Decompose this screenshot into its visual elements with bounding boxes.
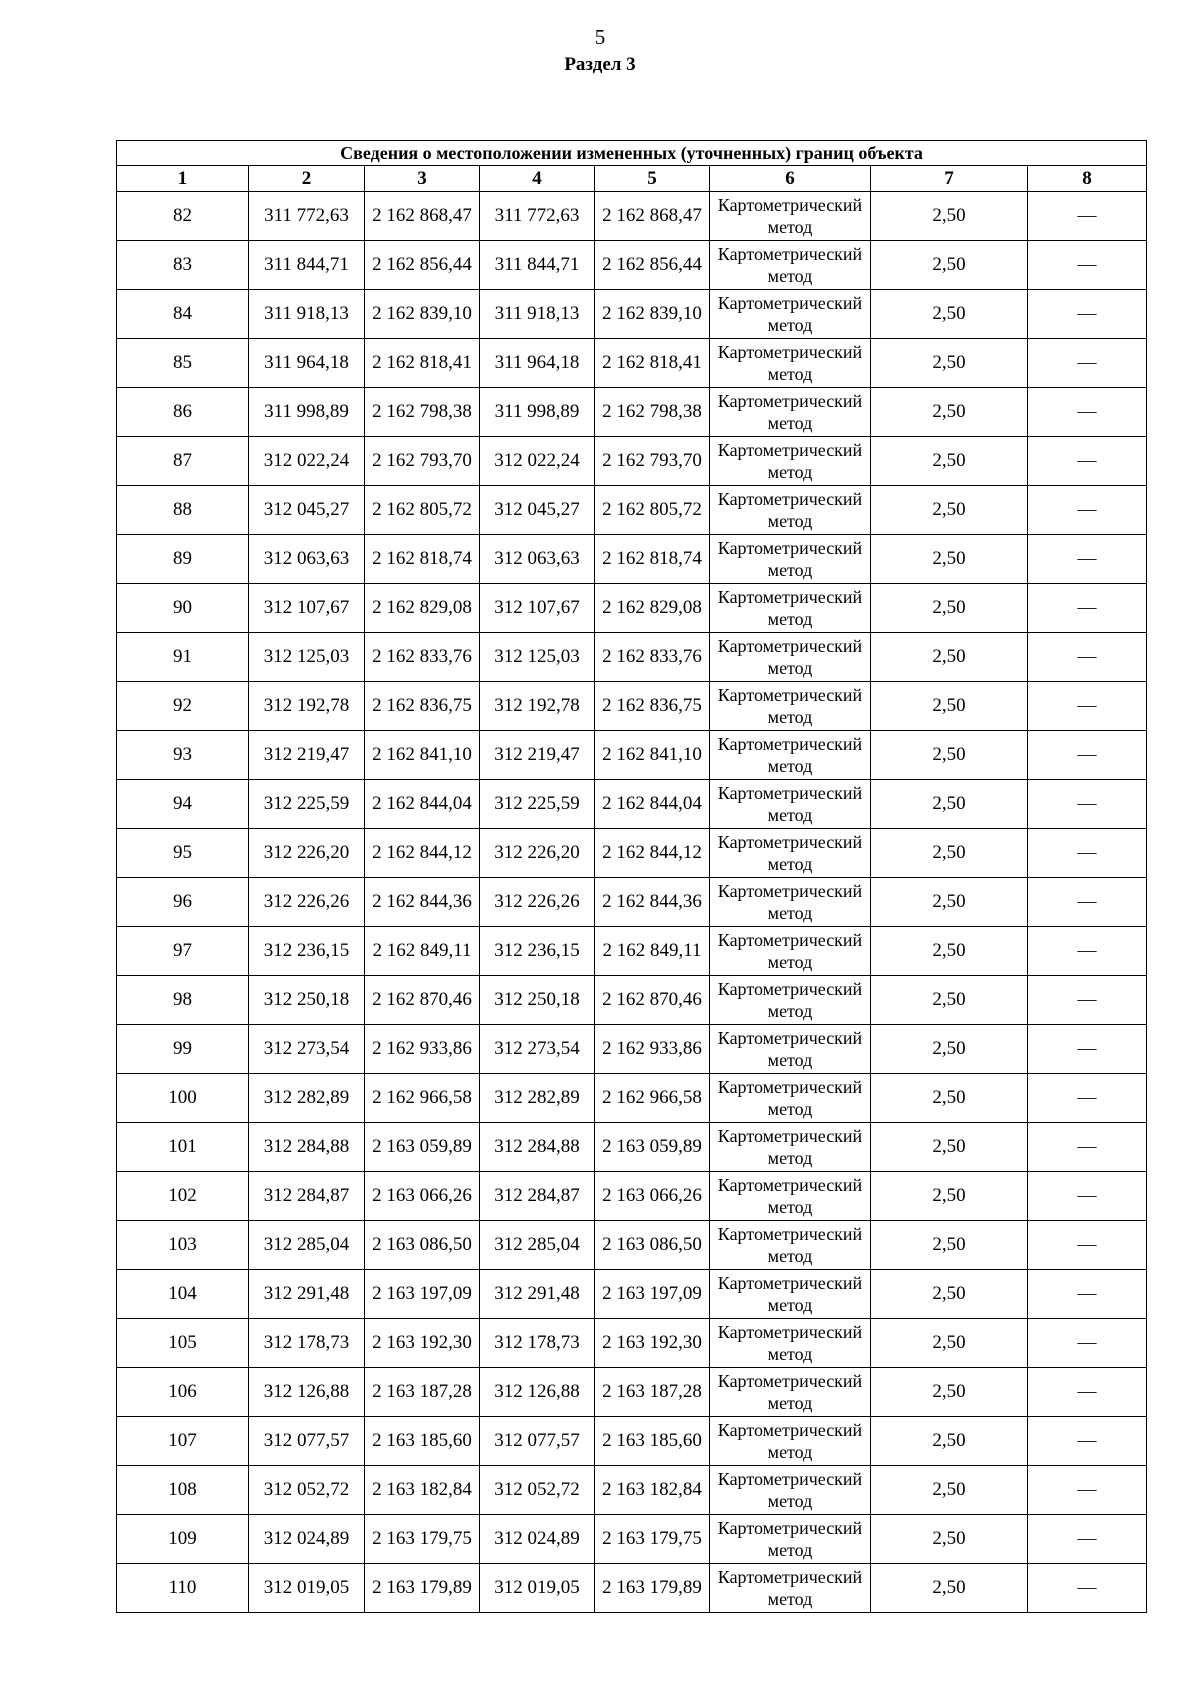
existing-x-cell: 312 192,78 — [249, 682, 365, 731]
note-cell: — — [1028, 486, 1147, 535]
accuracy-cell: 2,50 — [871, 486, 1028, 535]
new-x-cell: 312 284,88 — [480, 1123, 595, 1172]
table-row — [117, 1025, 1147, 1074]
method-cell: Картометрический метод — [710, 1466, 871, 1515]
accuracy-cell: 2,50 — [871, 927, 1028, 976]
new-x-cell: 312 219,47 — [480, 731, 595, 780]
accuracy-cell: 2,50 — [871, 437, 1028, 486]
method-cell: Картометрический метод — [710, 1515, 871, 1564]
accuracy-cell: 2,50 — [871, 1172, 1028, 1221]
accuracy-cell: 2,50 — [871, 829, 1028, 878]
table-row — [117, 290, 1147, 339]
method-cell: Картометрический метод — [710, 535, 871, 584]
existing-x-cell: 312 291,48 — [249, 1270, 365, 1319]
note-cell: — — [1028, 731, 1147, 780]
method-cell: Картометрический метод — [710, 290, 871, 339]
column-number-row — [117, 166, 1147, 192]
accuracy-cell: 2,50 — [871, 1515, 1028, 1564]
new-x-cell: 312 125,03 — [480, 633, 595, 682]
new-y-cell: 2 163 086,50 — [595, 1221, 710, 1270]
note-cell: — — [1028, 290, 1147, 339]
note-cell: — — [1028, 1417, 1147, 1466]
point-number-cell: 93 — [117, 731, 249, 780]
existing-x-cell: 311 772,63 — [249, 192, 365, 241]
existing-x-cell: 312 178,73 — [249, 1319, 365, 1368]
new-x-cell: 312 226,26 — [480, 878, 595, 927]
note-cell: — — [1028, 1221, 1147, 1270]
existing-x-cell: 312 107,67 — [249, 584, 365, 633]
accuracy-cell: 2,50 — [871, 584, 1028, 633]
point-number-cell: 104 — [117, 1270, 249, 1319]
new-y-cell: 2 163 187,28 — [595, 1368, 710, 1417]
new-y-cell: 2 163 066,26 — [595, 1172, 710, 1221]
point-number-cell: 90 — [117, 584, 249, 633]
new-y-cell: 2 162 933,86 — [595, 1025, 710, 1074]
accuracy-cell: 2,50 — [871, 290, 1028, 339]
new-x-cell: 312 291,48 — [480, 1270, 595, 1319]
existing-y-cell: 2 162 833,76 — [365, 633, 480, 682]
new-x-cell: 311 844,71 — [480, 241, 595, 290]
accuracy-cell: 2,50 — [871, 976, 1028, 1025]
method-cell: Картометрический метод — [710, 388, 871, 437]
existing-y-cell: 2 162 818,74 — [365, 535, 480, 584]
accuracy-cell: 2,50 — [871, 1221, 1028, 1270]
existing-x-cell: 312 285,04 — [249, 1221, 365, 1270]
existing-x-cell: 312 284,88 — [249, 1123, 365, 1172]
new-x-cell: 311 918,13 — [480, 290, 595, 339]
new-y-cell: 2 162 868,47 — [595, 192, 710, 241]
point-number-cell: 107 — [117, 1417, 249, 1466]
existing-x-cell: 312 225,59 — [249, 780, 365, 829]
table-row — [117, 1123, 1147, 1172]
method-cell: Картометрический метод — [710, 339, 871, 388]
table-row — [117, 878, 1147, 927]
existing-y-cell: 2 162 844,36 — [365, 878, 480, 927]
note-cell: — — [1028, 976, 1147, 1025]
new-x-cell: 312 019,05 — [480, 1564, 595, 1613]
note-cell: — — [1028, 927, 1147, 976]
note-cell: — — [1028, 535, 1147, 584]
method-cell: Картометрический метод — [710, 1172, 871, 1221]
new-y-cell: 2 162 798,38 — [595, 388, 710, 437]
note-cell: — — [1028, 1564, 1147, 1613]
method-cell: Картометрический метод — [710, 192, 871, 241]
table-row — [117, 388, 1147, 437]
new-x-cell: 312 024,89 — [480, 1515, 595, 1564]
new-y-cell: 2 162 841,10 — [595, 731, 710, 780]
column-number: 6 — [710, 166, 871, 192]
new-y-cell: 2 162 966,58 — [595, 1074, 710, 1123]
new-x-cell: 312 052,72 — [480, 1466, 595, 1515]
point-number-cell: 110 — [117, 1564, 249, 1613]
note-cell: — — [1028, 682, 1147, 731]
column-number: 2 — [249, 166, 365, 192]
table-row — [117, 241, 1147, 290]
note-cell: — — [1028, 192, 1147, 241]
existing-y-cell: 2 162 844,04 — [365, 780, 480, 829]
column-number: 4 — [480, 166, 595, 192]
note-cell: — — [1028, 339, 1147, 388]
note-cell: — — [1028, 1074, 1147, 1123]
new-x-cell: 312 077,57 — [480, 1417, 595, 1466]
table-body — [117, 192, 1147, 1613]
new-x-cell: 312 045,27 — [480, 486, 595, 535]
new-x-cell: 312 126,88 — [480, 1368, 595, 1417]
new-y-cell: 2 162 839,10 — [595, 290, 710, 339]
table-caption: Сведения о местоположении измененных (уточненных) границ объекта — [117, 141, 1147, 166]
new-y-cell: 2 163 182,84 — [595, 1466, 710, 1515]
table-caption-row — [117, 141, 1147, 166]
column-number: 7 — [871, 166, 1028, 192]
new-x-cell: 311 772,63 — [480, 192, 595, 241]
point-number-cell: 108 — [117, 1466, 249, 1515]
existing-y-cell: 2 163 187,28 — [365, 1368, 480, 1417]
new-x-cell: 312 284,87 — [480, 1172, 595, 1221]
existing-y-cell: 2 163 192,30 — [365, 1319, 480, 1368]
point-number-cell: 84 — [117, 290, 249, 339]
accuracy-cell: 2,50 — [871, 1123, 1028, 1172]
new-x-cell: 312 178,73 — [480, 1319, 595, 1368]
new-y-cell: 2 162 870,46 — [595, 976, 710, 1025]
existing-x-cell: 312 226,26 — [249, 878, 365, 927]
new-x-cell: 312 236,15 — [480, 927, 595, 976]
table-row — [117, 1515, 1147, 1564]
existing-y-cell: 2 163 086,50 — [365, 1221, 480, 1270]
new-x-cell: 312 063,63 — [480, 535, 595, 584]
point-number-cell: 97 — [117, 927, 249, 976]
existing-y-cell: 2 162 805,72 — [365, 486, 480, 535]
method-cell: Картометрический метод — [710, 731, 871, 780]
accuracy-cell: 2,50 — [871, 682, 1028, 731]
note-cell: — — [1028, 1172, 1147, 1221]
existing-y-cell: 2 162 933,86 — [365, 1025, 480, 1074]
note-cell: — — [1028, 388, 1147, 437]
new-y-cell: 2 162 833,76 — [595, 633, 710, 682]
column-number: 1 — [117, 166, 249, 192]
table-row — [117, 1270, 1147, 1319]
existing-x-cell: 312 126,88 — [249, 1368, 365, 1417]
accuracy-cell: 2,50 — [871, 1025, 1028, 1074]
new-y-cell: 2 162 793,70 — [595, 437, 710, 486]
new-x-cell: 312 022,24 — [480, 437, 595, 486]
table-row — [117, 780, 1147, 829]
existing-y-cell: 2 162 829,08 — [365, 584, 480, 633]
new-x-cell: 311 998,89 — [480, 388, 595, 437]
point-number-cell: 105 — [117, 1319, 249, 1368]
method-cell: Картометрический метод — [710, 1417, 871, 1466]
point-number-cell: 101 — [117, 1123, 249, 1172]
method-cell: Картометрический метод — [710, 486, 871, 535]
new-y-cell: 2 163 197,09 — [595, 1270, 710, 1319]
new-y-cell: 2 162 849,11 — [595, 927, 710, 976]
table-row — [117, 339, 1147, 388]
table-row — [117, 1417, 1147, 1466]
method-cell: Картометрический метод — [710, 1564, 871, 1613]
point-number-cell: 102 — [117, 1172, 249, 1221]
note-cell: — — [1028, 1319, 1147, 1368]
existing-x-cell: 312 284,87 — [249, 1172, 365, 1221]
table-row — [117, 1319, 1147, 1368]
note-cell: — — [1028, 633, 1147, 682]
point-number-cell: 86 — [117, 388, 249, 437]
table-row — [117, 535, 1147, 584]
existing-x-cell: 312 063,63 — [249, 535, 365, 584]
note-cell: — — [1028, 878, 1147, 927]
table-row — [117, 1466, 1147, 1515]
note-cell: — — [1028, 1466, 1147, 1515]
accuracy-cell: 2,50 — [871, 192, 1028, 241]
point-number-cell: 103 — [117, 1221, 249, 1270]
existing-y-cell: 2 163 066,26 — [365, 1172, 480, 1221]
existing-y-cell: 2 163 182,84 — [365, 1466, 480, 1515]
note-cell: — — [1028, 1270, 1147, 1319]
table-row — [117, 829, 1147, 878]
boundary-coordinates-table — [116, 140, 1147, 1613]
new-y-cell: 2 162 829,08 — [595, 584, 710, 633]
accuracy-cell: 2,50 — [871, 1564, 1028, 1613]
new-y-cell: 2 163 185,60 — [595, 1417, 710, 1466]
accuracy-cell: 2,50 — [871, 633, 1028, 682]
method-cell: Картометрический метод — [710, 1025, 871, 1074]
point-number-cell: 83 — [117, 241, 249, 290]
existing-y-cell: 2 162 844,12 — [365, 829, 480, 878]
new-y-cell: 2 163 192,30 — [595, 1319, 710, 1368]
existing-x-cell: 312 052,72 — [249, 1466, 365, 1515]
new-x-cell: 311 964,18 — [480, 339, 595, 388]
accuracy-cell: 2,50 — [871, 1270, 1028, 1319]
new-x-cell: 312 226,20 — [480, 829, 595, 878]
accuracy-cell: 2,50 — [871, 1074, 1028, 1123]
method-cell: Картометрический метод — [710, 878, 871, 927]
method-cell: Картометрический метод — [710, 584, 871, 633]
new-y-cell: 2 162 844,12 — [595, 829, 710, 878]
existing-x-cell: 312 250,18 — [249, 976, 365, 1025]
table-row — [117, 927, 1147, 976]
note-cell: — — [1028, 584, 1147, 633]
method-cell: Картометрический метод — [710, 829, 871, 878]
existing-y-cell: 2 162 966,58 — [365, 1074, 480, 1123]
new-y-cell: 2 162 818,41 — [595, 339, 710, 388]
existing-y-cell: 2 162 836,75 — [365, 682, 480, 731]
point-number-cell: 89 — [117, 535, 249, 584]
column-number: 3 — [365, 166, 480, 192]
accuracy-cell: 2,50 — [871, 388, 1028, 437]
table-row — [117, 1368, 1147, 1417]
existing-x-cell: 312 282,89 — [249, 1074, 365, 1123]
existing-y-cell: 2 162 798,38 — [365, 388, 480, 437]
point-number-cell: 94 — [117, 780, 249, 829]
accuracy-cell: 2,50 — [871, 1417, 1028, 1466]
new-y-cell: 2 163 059,89 — [595, 1123, 710, 1172]
existing-x-cell: 311 918,13 — [249, 290, 365, 339]
point-number-cell: 88 — [117, 486, 249, 535]
new-y-cell: 2 162 836,75 — [595, 682, 710, 731]
table-row — [117, 1564, 1147, 1613]
method-cell: Картометрический метод — [710, 633, 871, 682]
accuracy-cell: 2,50 — [871, 1319, 1028, 1368]
existing-x-cell: 312 077,57 — [249, 1417, 365, 1466]
accuracy-cell: 2,50 — [871, 1368, 1028, 1417]
new-y-cell: 2 162 818,74 — [595, 535, 710, 584]
method-cell: Картометрический метод — [710, 241, 871, 290]
table-row — [117, 1074, 1147, 1123]
point-number-cell: 109 — [117, 1515, 249, 1564]
table-row — [117, 1221, 1147, 1270]
note-cell: — — [1028, 1515, 1147, 1564]
point-number-cell: 95 — [117, 829, 249, 878]
new-x-cell: 312 282,89 — [480, 1074, 595, 1123]
existing-y-cell: 2 163 179,89 — [365, 1564, 480, 1613]
method-cell: Картометрический метод — [710, 682, 871, 731]
existing-x-cell: 312 024,89 — [249, 1515, 365, 1564]
existing-x-cell: 312 019,05 — [249, 1564, 365, 1613]
table-row — [117, 437, 1147, 486]
point-number-cell: 92 — [117, 682, 249, 731]
new-x-cell: 312 107,67 — [480, 584, 595, 633]
existing-x-cell: 312 236,15 — [249, 927, 365, 976]
table-row — [117, 682, 1147, 731]
accuracy-cell: 2,50 — [871, 780, 1028, 829]
page-number: 5 — [594, 25, 606, 49]
accuracy-cell: 2,50 — [871, 535, 1028, 584]
table-row — [117, 584, 1147, 633]
column-number: 8 — [1028, 166, 1147, 192]
note-cell: — — [1028, 1368, 1147, 1417]
accuracy-cell: 2,50 — [871, 1466, 1028, 1515]
method-cell: Картометрический метод — [710, 1368, 871, 1417]
existing-x-cell: 311 844,71 — [249, 241, 365, 290]
existing-y-cell: 2 163 197,09 — [365, 1270, 480, 1319]
existing-x-cell: 312 022,24 — [249, 437, 365, 486]
note-cell: — — [1028, 241, 1147, 290]
new-y-cell: 2 163 179,89 — [595, 1564, 710, 1613]
existing-x-cell: 312 045,27 — [249, 486, 365, 535]
accuracy-cell: 2,50 — [871, 241, 1028, 290]
table-row — [117, 976, 1147, 1025]
point-number-cell: 82 — [117, 192, 249, 241]
table-row — [117, 731, 1147, 780]
table-head — [117, 141, 1147, 192]
new-y-cell: 2 162 805,72 — [595, 486, 710, 535]
point-number-cell: 91 — [117, 633, 249, 682]
table-row — [117, 633, 1147, 682]
note-cell: — — [1028, 829, 1147, 878]
new-y-cell: 2 162 856,44 — [595, 241, 710, 290]
existing-y-cell: 2 162 841,10 — [365, 731, 480, 780]
section-title: Раздел 3 — [564, 54, 636, 75]
accuracy-cell: 2,50 — [871, 731, 1028, 780]
point-number-cell: 96 — [117, 878, 249, 927]
point-number-cell: 98 — [117, 976, 249, 1025]
existing-y-cell: 2 162 793,70 — [365, 437, 480, 486]
existing-y-cell: 2 163 185,60 — [365, 1417, 480, 1466]
point-number-cell: 106 — [117, 1368, 249, 1417]
method-cell: Картометрический метод — [710, 437, 871, 486]
existing-y-cell: 2 163 059,89 — [365, 1123, 480, 1172]
note-cell: — — [1028, 437, 1147, 486]
existing-x-cell: 312 219,47 — [249, 731, 365, 780]
table-row — [117, 192, 1147, 241]
table-row — [117, 1172, 1147, 1221]
method-cell: Картометрический метод — [710, 976, 871, 1025]
table-row — [117, 486, 1147, 535]
existing-y-cell: 2 163 179,75 — [365, 1515, 480, 1564]
point-number-cell: 87 — [117, 437, 249, 486]
existing-y-cell: 2 162 849,11 — [365, 927, 480, 976]
existing-x-cell: 311 998,89 — [249, 388, 365, 437]
existing-x-cell: 312 226,20 — [249, 829, 365, 878]
point-number-cell: 99 — [117, 1025, 249, 1074]
new-y-cell: 2 163 179,75 — [595, 1515, 710, 1564]
method-cell: Картометрический метод — [710, 1270, 871, 1319]
new-x-cell: 312 192,78 — [480, 682, 595, 731]
method-cell: Картометрический метод — [710, 1221, 871, 1270]
new-y-cell: 2 162 844,36 — [595, 878, 710, 927]
new-x-cell: 312 285,04 — [480, 1221, 595, 1270]
existing-y-cell: 2 162 839,10 — [365, 290, 480, 339]
method-cell: Картометрический метод — [710, 780, 871, 829]
new-x-cell: 312 273,54 — [480, 1025, 595, 1074]
column-number: 5 — [595, 166, 710, 192]
method-cell: Картометрический метод — [710, 1123, 871, 1172]
note-cell: — — [1028, 1025, 1147, 1074]
new-y-cell: 2 162 844,04 — [595, 780, 710, 829]
new-x-cell: 312 225,59 — [480, 780, 595, 829]
accuracy-cell: 2,50 — [871, 878, 1028, 927]
point-number-cell: 100 — [117, 1074, 249, 1123]
existing-y-cell: 2 162 856,44 — [365, 241, 480, 290]
method-cell: Картометрический метод — [710, 1319, 871, 1368]
accuracy-cell: 2,50 — [871, 339, 1028, 388]
point-number-cell: 85 — [117, 339, 249, 388]
existing-y-cell: 2 162 868,47 — [365, 192, 480, 241]
existing-y-cell: 2 162 870,46 — [365, 976, 480, 1025]
existing-x-cell: 312 273,54 — [249, 1025, 365, 1074]
new-x-cell: 312 250,18 — [480, 976, 595, 1025]
method-cell: Картометрический метод — [710, 927, 871, 976]
method-cell: Картометрический метод — [710, 1074, 871, 1123]
note-cell: — — [1028, 1123, 1147, 1172]
existing-y-cell: 2 162 818,41 — [365, 339, 480, 388]
note-cell: — — [1028, 780, 1147, 829]
existing-x-cell: 312 125,03 — [249, 633, 365, 682]
existing-x-cell: 311 964,18 — [249, 339, 365, 388]
